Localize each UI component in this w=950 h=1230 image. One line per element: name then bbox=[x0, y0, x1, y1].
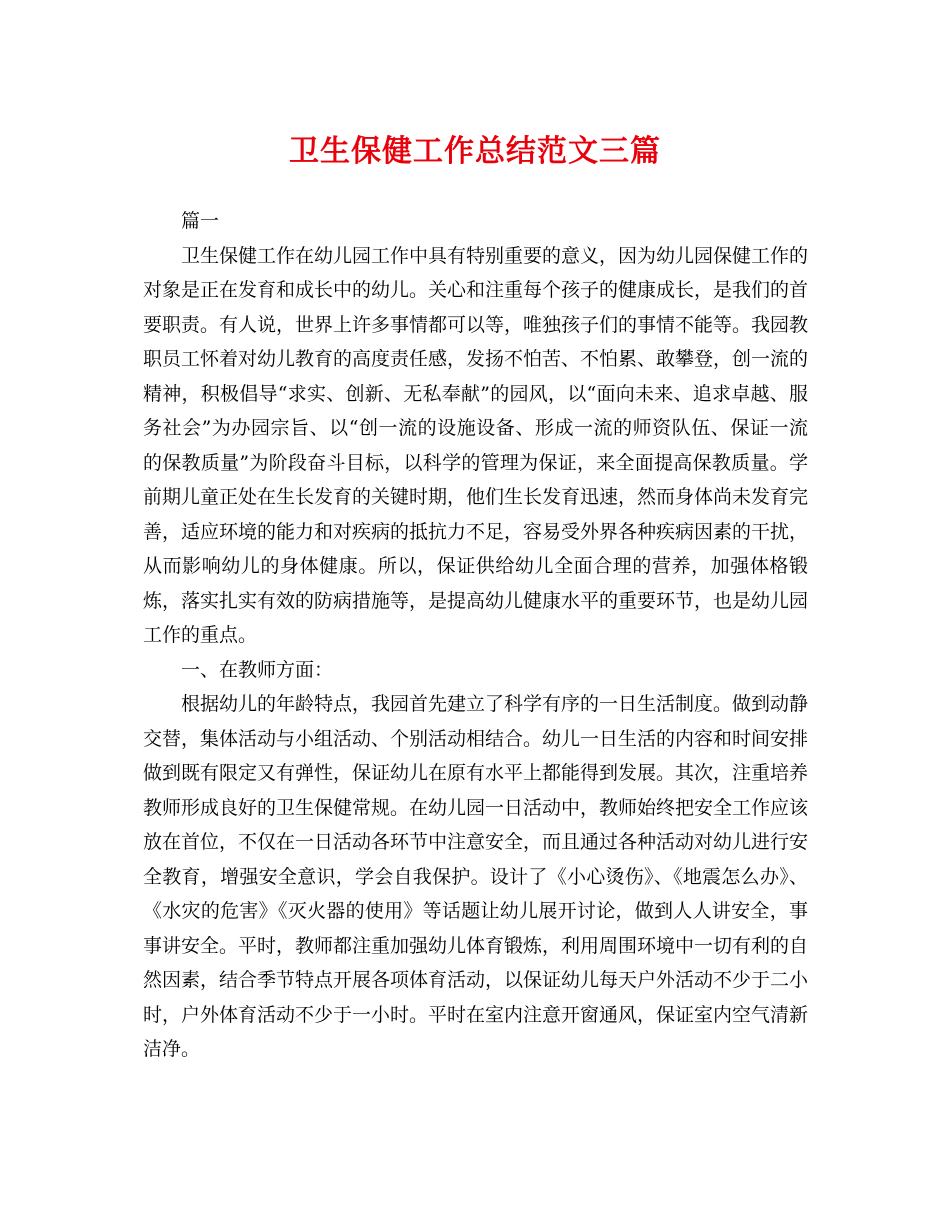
document-body bbox=[143, 204, 808, 1067]
paragraph: 根据幼儿的年龄特点，我园首先建立了科学有序的一日生活制度。做到动静交替，集体活动与小组活动、个别活动相结合。幼儿一日生活的内容和时间安排做到既有限定又有弹性，保证幼儿在原有水平上都能得到发展。其次，注重培养教师形成良好的卫生保健常规。在幼儿园一日活动中，教师始终把安全工作应该放在首位，不仅在一日活动各环节中注意安全，而且通过各种活动对幼儿进行安全教育，增强安全意识，学会自我保护。设计了《小心烫伤》、《地震怎么办》、《水灾的危害》《灭火器的使用》等话题让幼儿展开讨论，做到人人讲安全，事事讲安全。平时，教师都注重加强幼儿体育锻炼，利用周围环境中一切有利的自然因素，结合季节特点开展各项体育活动，以保证幼儿每天户外活动不少于二小时，户外体育活动不少于一小时。平时在室内注意开窗通风，保证室内空气清新洁净。 bbox=[143, 693, 809, 1060]
subsection-heading: 一、在教师方面： bbox=[181, 658, 334, 681]
paragraph: 卫生保健工作在幼儿园工作中具有特别重要的意义，因为幼儿园保健工作的对象是正在发育和成长中的幼儿。关心和注重每个孩子的健康成长，是我们的首要职责。有人说，世界上许多事情都可以等，唯独孩子们的事情不能等。我园教职员工怀着对幼儿教育的高度责任感，发扬不怕苦、不怕累、敢攀登，创一流的精神，积极倡导“求实、创新、无私奉献”的园风，以“面向未来、追求卓越、服务社会”为办园宗旨、以“创一流的设施设备、形成一流的师资队伍、保证一流的保教质量”为阶段奋斗目标，以科学的管理为保证，来全面提高保教质量。学前期儿童正处在生长发育的关键时期，他们生长发育迅速，然而身体尚未发育完善，适应环境的能力和对疾病的抵抗力不足，容易受外界各种疾病因素的干扰，从而影响幼儿的身体健康。所以，保证供给幼儿全面合理的营养，加强体格锻炼，落实扎实有效的防病措施等，是提高幼儿健康水平的重要环节，也是幼儿园工作的重点。 bbox=[143, 244, 809, 646]
section-label: 篇一 bbox=[181, 210, 220, 232]
document-title: 卫生保健工作总结范文三篇 bbox=[289, 134, 661, 169]
